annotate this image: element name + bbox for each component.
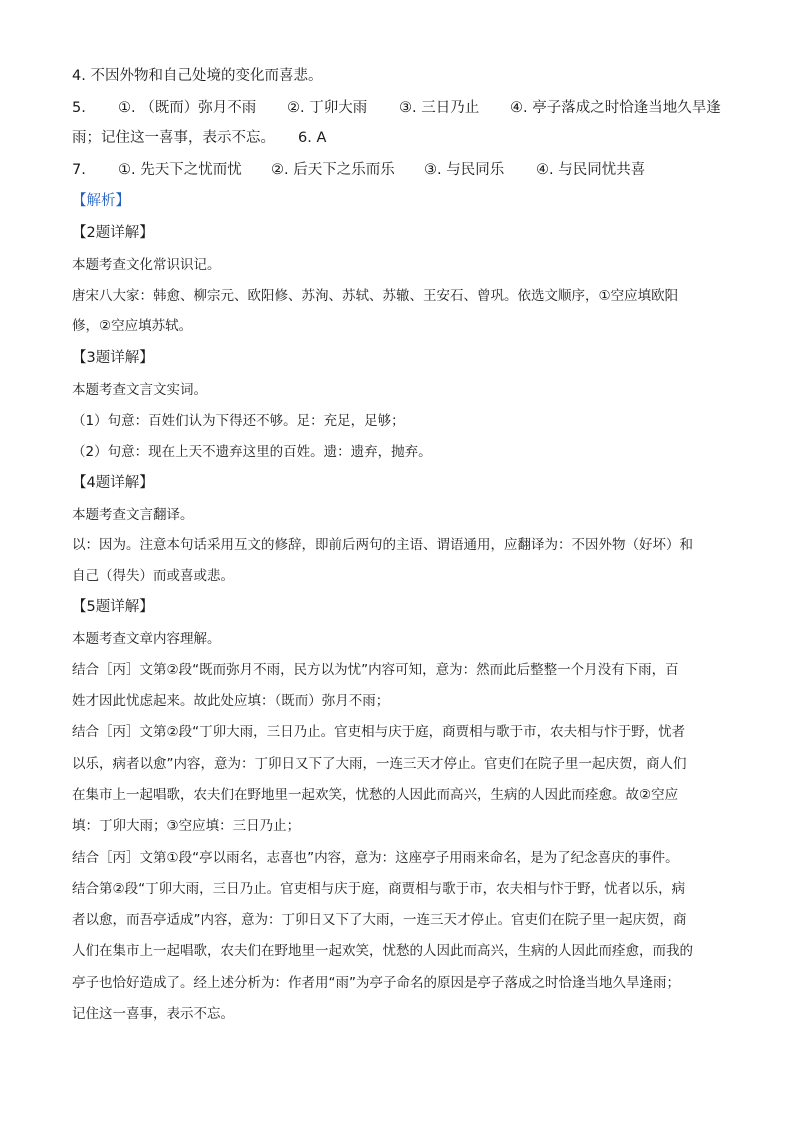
q3-line-1: 本题考查文言文实词。 [72, 382, 207, 398]
q5-line-5: 以乐，病者以愈”内容，意为：丁卯日又下了大雨，一连三天才停止。官吏们在院子里一起庆贺，商人们 [72, 756, 687, 772]
answer-7-item-3: ③. 与民同乐 [424, 162, 505, 178]
q5-line-2: 结合［丙］文第②段“既而弥月不雨，民方以为忧”内容可知，意为：然而此后整整一个月没有下雨，百 [72, 662, 679, 678]
answer-5-item-3: ③. 三日乃止 [399, 100, 480, 116]
answer-6: 6. A [298, 130, 327, 146]
q5-line-1: 本题考查文章内容理解。 [72, 631, 221, 647]
q5-heading: 【5题详解】 [72, 599, 154, 615]
answer-5-item-4: ④. 亭子落成之时恰逢当地久旱逢 [510, 100, 721, 116]
q3-heading: 【3题详解】 [72, 350, 154, 366]
q5-line-6: 在集市上一起唱歌，农夫们在野地里一起欢笑，忧愁的人因此而高兴，生病的人因此而痊愈。故②空应 [72, 787, 679, 803]
q5-line-3: 姓才因此忧虑起来。故此处应填：（既而）弥月不雨； [72, 693, 390, 709]
q2-heading: 【2题详解】 [72, 225, 154, 241]
answer-5-continuation: 雨；记住这一喜事，表示不忘。 [72, 130, 275, 146]
q5-line-11: 人们在集市上一起唱歌，农夫们在野地里一起欢笑，忧愁的人因此而高兴，生病的人因此而痊愈，而我的 [72, 943, 693, 959]
answer-7-number: 7. [72, 162, 86, 178]
q5-line-4: 结合［丙］文第②段“丁卯大雨，三日乃止。官吏相与庆于庭，商贾相与歌于市，农夫相与忭于野，忧者 [72, 724, 686, 740]
answer-7-item-2: ②. 后天下之乐而乐 [271, 162, 395, 178]
q2-line-1: 本题考查文化常识识记。 [72, 257, 221, 273]
analysis-label: 【解析】 [72, 193, 130, 209]
answer-4: 4. 不因外物和自己处境的变化而喜悲。 [72, 68, 323, 84]
q3-line-2: （1）句意：百姓们认为下得还不够。足：充足，足够； [72, 413, 405, 429]
answer-5-item-2: ②. 丁卯大雨 [287, 100, 368, 116]
q5-line-7: 填：丁卯大雨；③空应填：三日乃止； [72, 818, 301, 834]
q2-line-3: 修，②空应填苏轼。 [72, 318, 193, 334]
q4-heading: 【4题详解】 [72, 475, 154, 491]
q5-line-13: 记住这一喜事，表示不忘。 [72, 1006, 234, 1022]
q5-line-10: 者以愈，而吾亭适成”内容，意为：丁卯日又下了大雨，一连三天才停止。官吏们在院子里一起庆贺，商 [72, 912, 687, 928]
q5-line-12: 亭子也恰好造成了。经上述分析为：作者用“雨”为亭子命名的原因是亭子落成之时恰逢当地久旱逢雨； [72, 975, 680, 991]
answer-7-item-1: ①. 先天下之忧而忧 [118, 162, 242, 178]
answer-5-item-1: ①. （既而）弥月不雨 [118, 100, 257, 116]
answer-5-number: 5. [72, 100, 86, 116]
q4-line-1: 本题考查文言翻译。 [72, 507, 194, 523]
q5-line-8: 结合［丙］文第①段“亭以雨名，志喜也”内容，意为：这座亭子用雨来命名，是为了纪念喜庆的事件。 [72, 850, 679, 866]
q4-line-3: 自己（得失）而或喜或悲。 [72, 568, 234, 584]
q3-line-3: （2）句意：现在上天不遗弃这里的百姓。遗：遗弃，抛弃。 [72, 444, 432, 460]
q2-line-2: 唐宋八大家：韩愈、柳宗元、欧阳修、苏洵、苏轼、苏辙、王安石、曾巩。依选文顺序，①空应填欧阳 [72, 288, 679, 304]
answer-7-item-4: ④. 与民同忧共喜 [536, 162, 646, 178]
q5-line-9: 结合第②段“丁卯大雨，三日乃止。官吏相与庆于庭，商贾相与歌于市，农夫相与忭于野，忧者以乐，病 [72, 881, 686, 897]
q4-line-2: 以：因为。注意本句话采用互文的修辞，即前后两句的主语、谓语通用，应翻译为：不因外物（好坏）和 [72, 537, 693, 553]
